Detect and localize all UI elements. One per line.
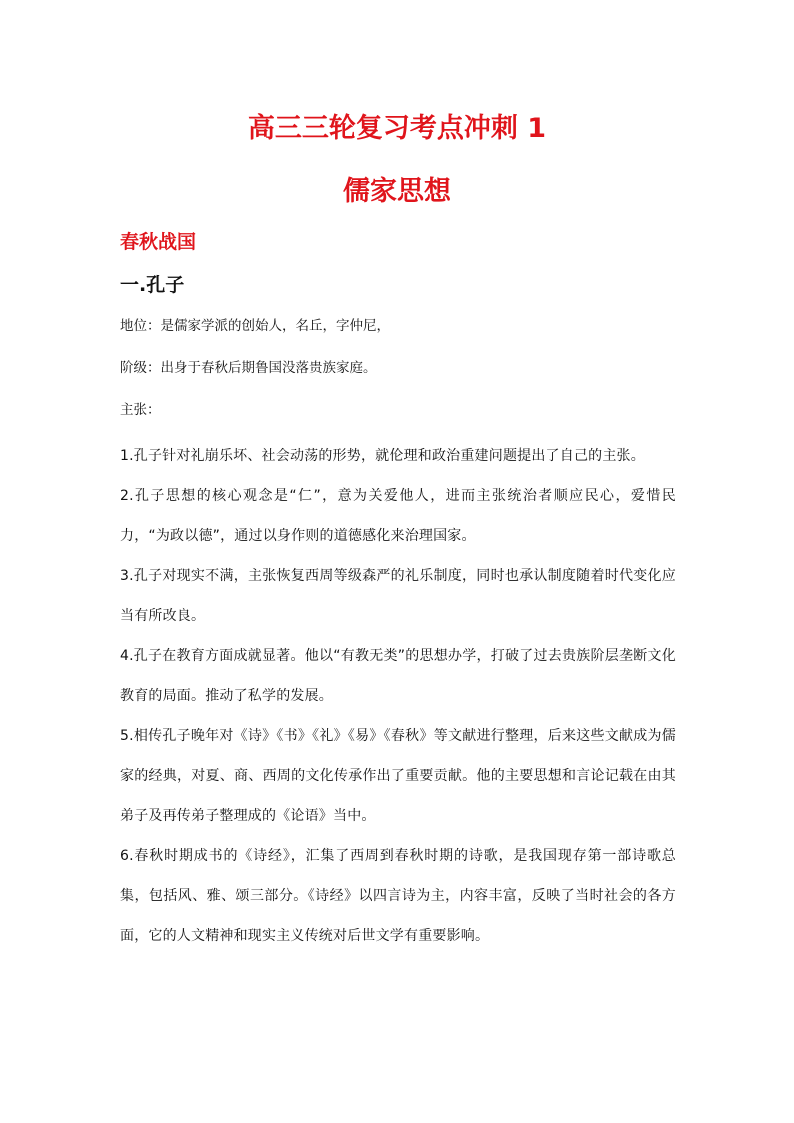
claims-list [120,436,676,956]
claim-item: 5.相传孔子晚年对《诗》《书》《礼》《易》《春秋》等文献进行整理，后来这些文献成为儒家的经典，对夏、商、西周的文化传承作出了重要贡献。他的主要思想和言论记载在由其弟子及再传弟子整理成的《论语》当中。 [120,728,676,824]
claim-item: 3.孔子对现实不满，主张恢复西周等级森严的礼乐制度，同时也承认制度随着时代变化应当有所改良。 [120,568,676,624]
document-subtitle: 儒家思想 [343,176,451,207]
claim-item: 6.春秋时期成书的《诗经》，汇集了西周到春秋时期的诗歌，是我国现存第一部诗歌总集，包括风、雅、颂三部分。《诗经》以四言诗为主，内容丰富，反映了当时社会的各方面，它的人文精神和现实主义传统对后世文学有重要影响。 [120,848,676,944]
claims-label: 主张： [120,402,161,418]
document-title: 高三三轮复习考点冲刺 1 [247,113,547,144]
class-line: 阶级：出身于春秋后期鲁国没落贵族家庭。 [120,360,377,376]
status-line: 地位：是儒家学派的创始人，名丘，字仲尼， [120,318,390,334]
claim-item: 2.孔子思想的核心观念是“仁”，意为关爱他人，进而主张统治者顺应民心，爱惜民力，“为政以德”，通过以身作则的道德感化来治理国家。 [120,488,676,544]
claim-item: 1.孔子针对礼崩乐坏、社会动荡的形势，就伦理和政治重建问题提出了自己的主张。 [120,448,645,464]
claim-item: 4.孔子在教育方面成就显著。他以“有教无类”的思想办学，打破了过去贵族阶层垄断文化教育的局面。推动了私学的发展。 [120,648,676,704]
subsection-heading: 一.孔子 [120,274,185,296]
section-heading: 春秋战国 [120,231,197,253]
